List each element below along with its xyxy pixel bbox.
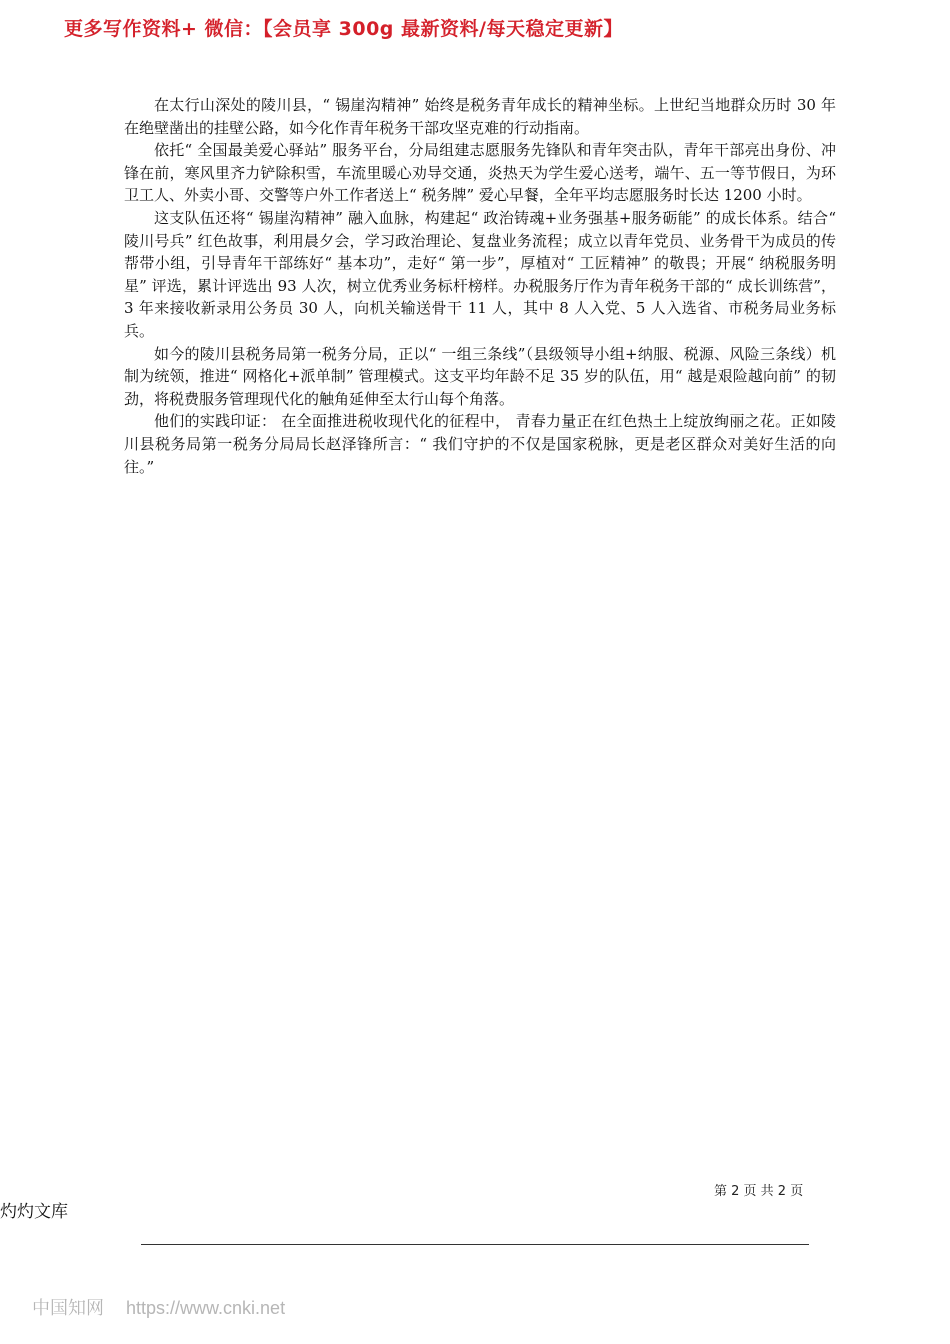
watermark-brand: 中国知网 <box>32 1298 104 1318</box>
source-label: 灼灼文库 <box>0 1202 68 1222</box>
promo-banner: 更多写作资料+ 微信：【会员享 300g 最新资料/每天稳定更新】 <box>64 18 623 40</box>
document-body <box>124 94 836 478</box>
paragraph: 依托“ 全国最美爱心驿站” 服务平台，分局组建志愿服务先锋队和青年突击队，青年干部亮出身份、冲锋在前，寒风里齐力铲除积雪，车流里暖心劝导交通，炎热天为学生爱心送考，端午、五一等节假日，为环卫工人、外卖小哥、交警等户外工作者送上“ 税务牌” 爱心早餐，全年平均志愿服务时长达 1200 小时。 <box>124 141 836 205</box>
page-number: 第 2 页 共 2 页 <box>714 1184 804 1199</box>
paragraph: 这支队伍还将“ 锡崖沟精神” 融入血脉，构建起“ 政治铸魂+业务强基+服务砺能” 的成长体系。结合“ 陵川号兵” 红色故事，利用晨夕会，学习政治理论、复盘业务流程；成立以青年党员、业务骨干为成员的传帮带小组，引导青年干部练好“ 基本功”，走好“ 第一步”，厚植对“ 工匠精神” 的敬畏；开展“ 纳税服务明星” 评选，累计评选出 93 人次，树立优秀业务标杆榜样。办税服务厅作为青年税务干部的“ 成长训练营”，3 年来接收新录用公务员 30 人，向机关输送骨干 11 人，其中 8 人入党、5 人入选省、市税务局业务标兵。 <box>124 208 836 340</box>
watermark-url: https://www.cnki.net <box>126 1298 286 1318</box>
footer-divider <box>141 1244 809 1245</box>
paragraph: 如今的陵川县税务局第一税务分局，正以“ 一组三条线”（县级领导小组+纳服、税源、风险三条线）机制为统领，推进“ 网格化+派单制” 管理模式。这支平均年龄不足 35 岁的队伍，用“ 越是艰险越向前” 的韧劲，将税费服务管理现代化的触角延伸至太行山每个角落。 <box>124 344 836 408</box>
paragraph: 在太行山深处的陵川县，“ 锡崖沟精神” 始终是税务青年成长的精神坐标。上世纪当地群众历时 30 年在绝壁凿出的挂壁公路，如今化作青年税务干部攻坚克难的行动指南。 <box>124 96 836 137</box>
watermark <box>32 1294 285 1320</box>
paragraph: 他们的实践印证： 在全面推进税收现代化的征程中， 青春力量正在红色热土上绽放绚丽之花。正如陵川县税务局第一税务分局局长赵泽锋所言：“ 我们守护的不仅是国家税脉，更是老区群众对美好生活的向往。” <box>124 412 836 476</box>
